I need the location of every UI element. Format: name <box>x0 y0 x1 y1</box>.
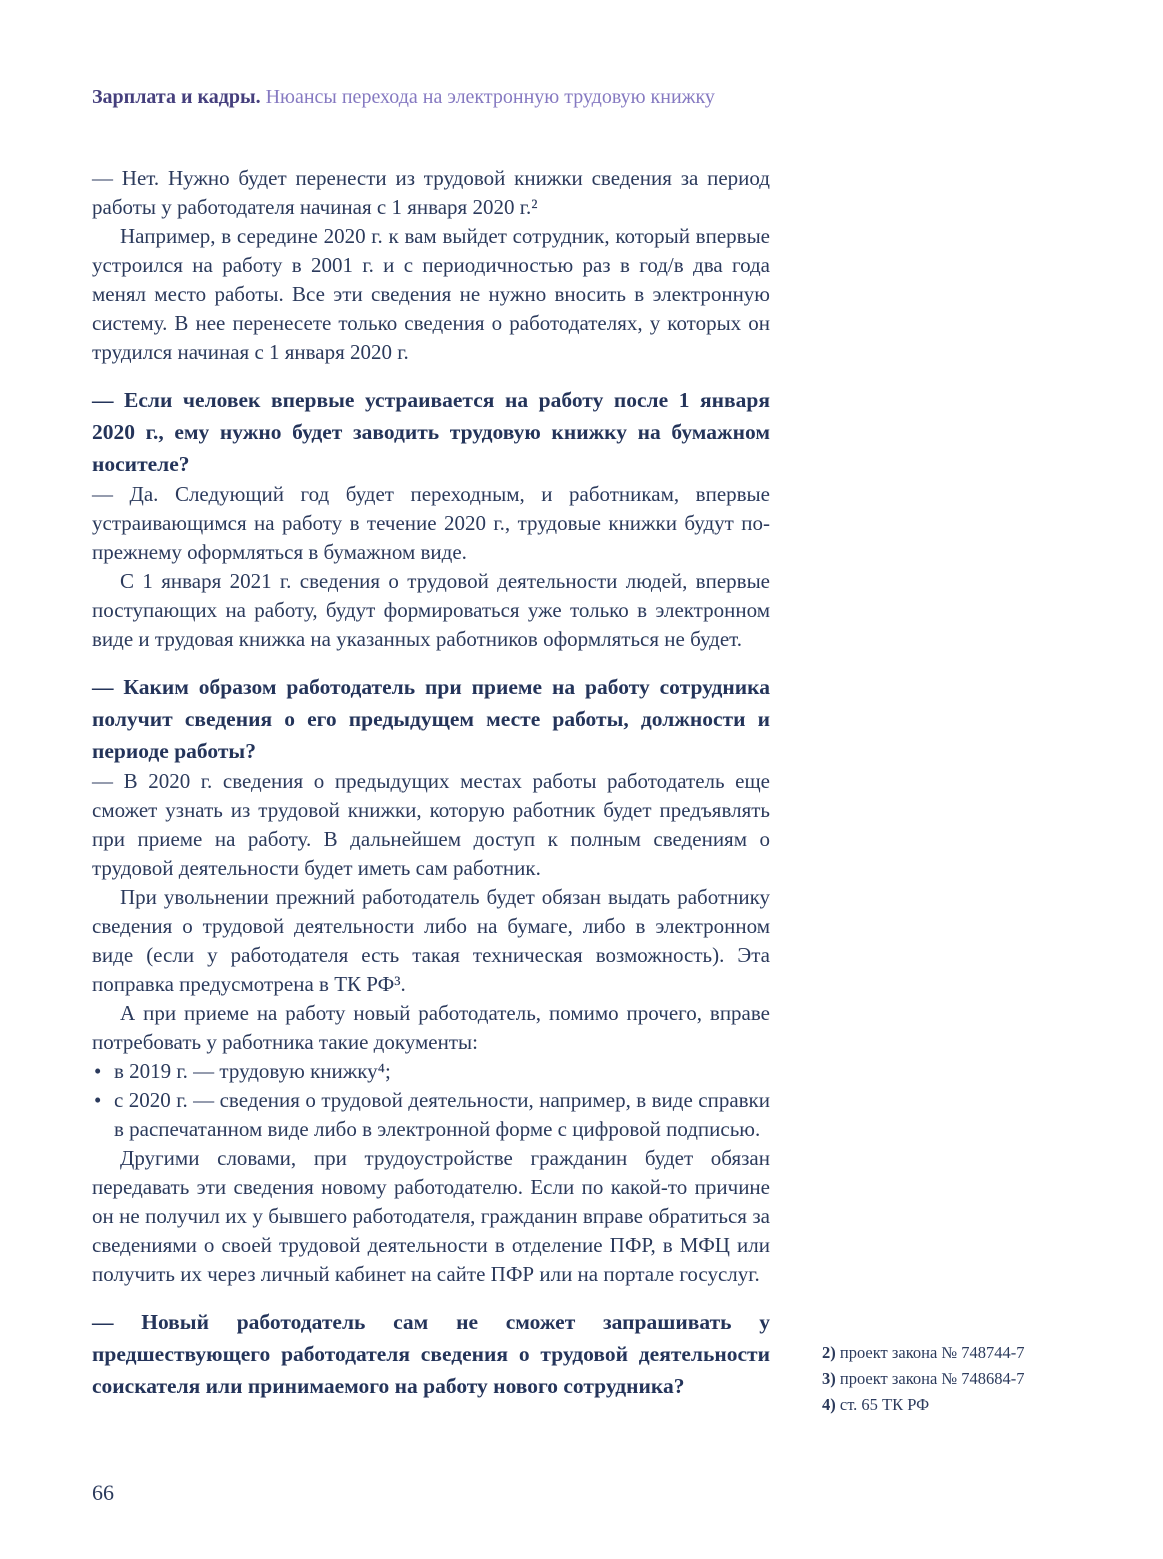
question-heading: — Если человек впервые устраивается на работу после 1 января 2020 г., ему нужно будет заводить трудовую книжку на бумажном носителе? <box>92 388 770 476</box>
footnote-item <box>822 1340 1082 1366</box>
paragraph: Например, в середине 2020 г. к вам выйдет сотрудник, который впервые устроился на работу в 2001 г. и с периодичностью раз в год/в два года менял место работы. Все эти сведения не нужно вносить в электронную систему. В нее перенесете только сведения о работодателях, у которых он трудился начиная с 1 января 2020 г. <box>92 224 770 364</box>
page-header <box>92 84 992 110</box>
list-item <box>92 1057 770 1086</box>
footnote-text: ст. 65 ТК РФ <box>835 1395 930 1414</box>
footnote-number: 4) <box>822 1395 836 1414</box>
bullet-icon: • <box>94 1088 102 1112</box>
paragraph: А при приеме на работу новый работодатель, помимо прочего, вправе потребовать у работника такие документы: <box>92 1001 770 1054</box>
bullet-icon: • <box>94 1059 102 1083</box>
paragraph: При увольнении прежний работодатель будет обязан выдать работнику сведения о трудовой деятельности либо на бумаге, либо в электронном виде (если у работодателя есть такая техническая возможность). Эта поправка предусмотрена в ТК РФ³. <box>92 885 770 996</box>
paragraph: — Да. Следующий год будет переходным, и работникам, впервые устраивающимся на работу в течение 2020 г., трудовые книжки будут по-прежнему оформляться в бумажном виде. <box>92 482 770 564</box>
footnote-text: проект закона № 748744-7 <box>835 1343 1025 1362</box>
paragraph: С 1 января 2021 г. сведения о трудовой деятельности людей, впервые поступающих на работу, будут формироваться уже только в электронном виде и трудовая книжка на указанных работников оформляться не будет. <box>92 569 770 651</box>
question-heading: — Новый работодатель сам не сможет запрашивать у предшествующего работодателя сведения о трудовой деятельности соискателя или принимаемого на работу нового сотрудника? <box>92 1310 770 1398</box>
footnotes <box>822 1340 1082 1418</box>
article-body <box>92 164 770 1402</box>
list-item-text: в 2019 г. — трудовую книжку⁴; <box>114 1059 391 1083</box>
paragraph: — В 2020 г. сведения о предыдущих местах работы работодатель еще сможет узнать из трудовой книжки, которую работник будет предъявлять при приеме на работу. В дальнейшем доступ к полным сведениям о трудовой деятельности будет иметь сам работник. <box>92 769 770 880</box>
footnote-number: 2) <box>822 1343 836 1362</box>
paragraph: Другими словами, при трудоустройстве гражданин будет обязан передавать эти сведения новому работодателю. Если по какой-то причине он не получил их у бывшего работодателя, гражданин вправе обратиться за сведениями о своей трудовой деятельности в отделение ПФР, в МФЦ или получить их через личный кабинет на сайте ПФР или на портале госуслуг. <box>92 1146 770 1286</box>
footnote-item <box>822 1392 1082 1418</box>
list-item-text: с 2020 г. — сведения о трудовой деятельности, например, в виде справки в распечатанном виде либо в электронной форме с цифровой подписью. <box>114 1088 770 1141</box>
footnote-text: проект закона № 748684-7 <box>835 1369 1025 1388</box>
question-heading: — Каким образом работодатель при приеме на работу сотрудника получит сведения о его предыдущем месте работы, должности и периоде работы? <box>92 675 770 763</box>
footnote-number: 3) <box>822 1369 836 1388</box>
header-brand: Зарплата и кадры. <box>92 86 261 108</box>
paragraph: — Нет. Нужно будет перенести из трудовой книжки сведения за период работы у работодателя начиная с 1 января 2020 г.² <box>92 166 770 219</box>
footnote-item <box>822 1366 1082 1392</box>
list-item <box>92 1086 770 1144</box>
header-subtitle: Нюансы перехода на электронную трудовую книжку <box>260 86 715 108</box>
page-number: 66 <box>92 1480 114 1505</box>
